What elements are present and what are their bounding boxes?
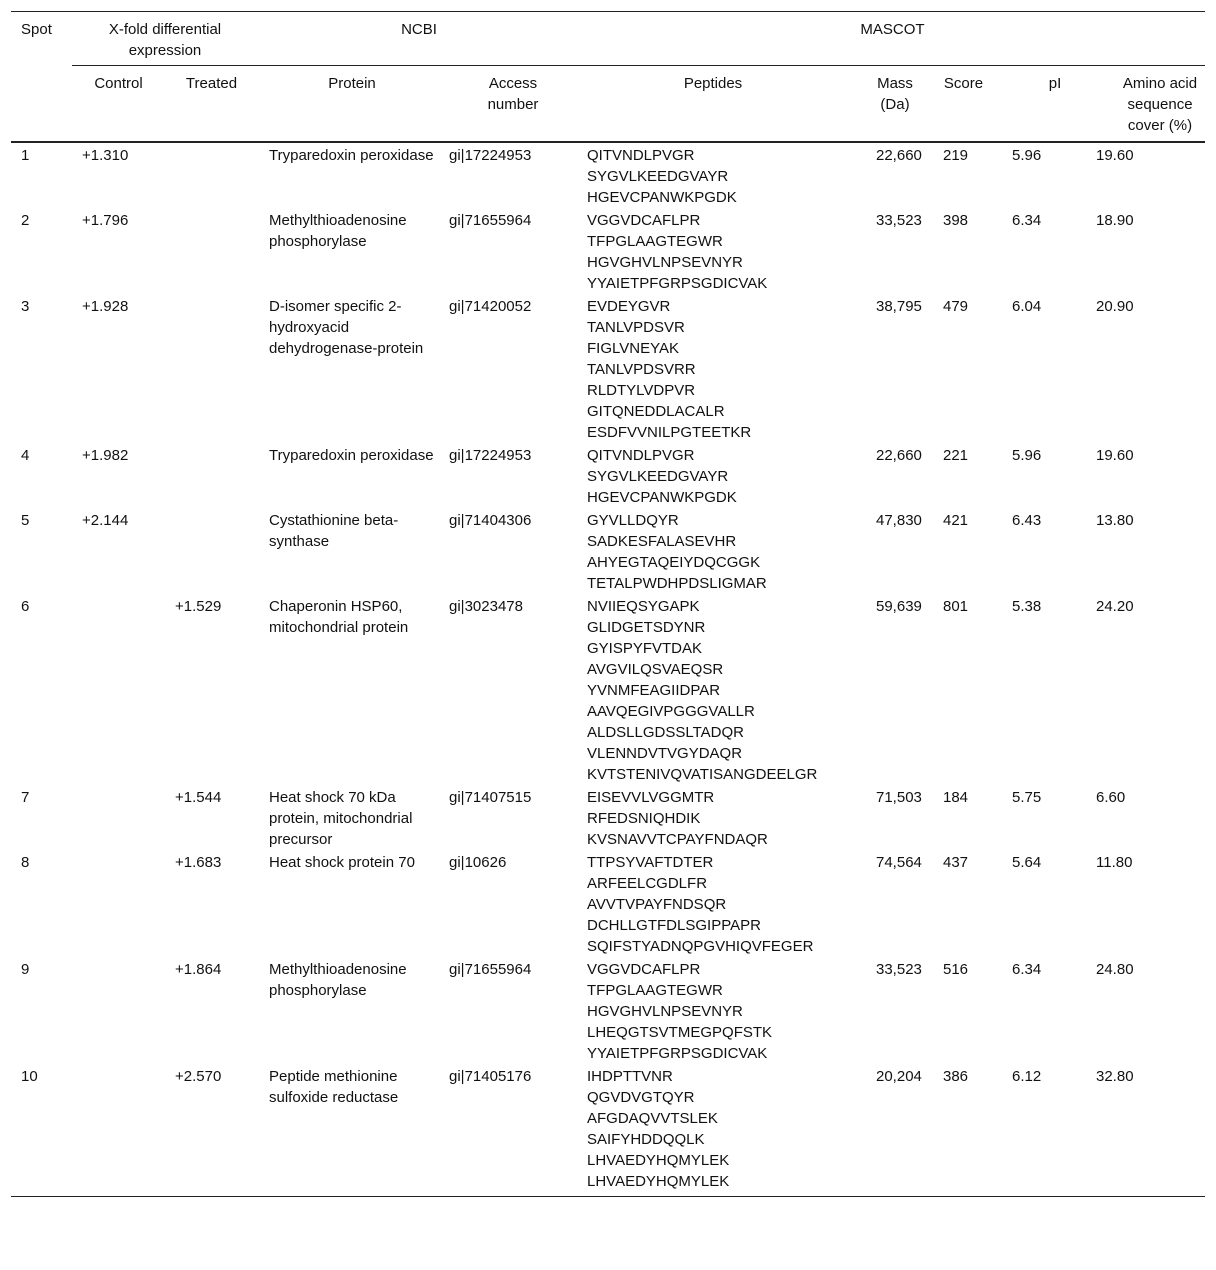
peptides-cell <box>580 142 846 208</box>
col-header-spot: Spot <box>21 21 52 38</box>
access-cell: gi|71404306 <box>449 512 532 529</box>
table-row <box>11 594 1205 785</box>
col-header-protein: Protein <box>258 66 446 143</box>
col-header-coverage: Amino acid sequence cover (%) <box>1080 66 1205 143</box>
peptide-sequence: ESDFVVNILPGTEETKR <box>587 424 752 441</box>
peptide-sequence: YYAIETPFGRPSGDICVAK <box>587 1045 768 1062</box>
peptide-sequence: TANLVPDSVRR <box>587 361 696 378</box>
pi-cell: 5.38 <box>1012 598 1042 615</box>
peptide-sequence: VLENNDVTVGYDAQR <box>587 745 743 762</box>
treated-cell: +2.570 <box>175 1068 222 1085</box>
control-cell: +1.796 <box>82 212 129 229</box>
peptide-sequence: NVIIEQSYGAPK <box>587 598 700 615</box>
pi-cell: 5.75 <box>1012 789 1042 806</box>
coverage-cell: 32.80 <box>1096 1068 1134 1085</box>
mass-cell: 22,660 <box>876 147 922 164</box>
table-body <box>11 142 1205 1197</box>
mass-cell: 74,564 <box>876 854 922 871</box>
protein-cell: Heat shock 70 kDa protein, mitochondrial precursor <box>269 789 413 848</box>
peptides-cell <box>580 443 846 508</box>
peptide-sequence: HGVGHVLNPSEVNYR <box>587 1003 743 1020</box>
table-row <box>11 294 1205 443</box>
pi-cell: 5.96 <box>1012 147 1042 164</box>
peptide-sequence: VGGVDCAFLPR <box>587 961 701 978</box>
spot-cell: 9 <box>21 961 30 978</box>
spot-cell: 7 <box>21 789 30 806</box>
access-cell: gi|71420052 <box>449 298 532 315</box>
coverage-cell: 19.60 <box>1096 147 1134 164</box>
col-header-ncbi: NCBI <box>401 21 437 38</box>
peptide-sequence: EVDEYGVR <box>587 298 671 315</box>
pi-cell: 6.34 <box>1012 961 1042 978</box>
control-cell <box>72 785 165 850</box>
access-cell: gi|71405176 <box>449 1068 532 1085</box>
table-row <box>11 508 1205 594</box>
access-cell: gi|71655964 <box>449 212 532 229</box>
pi-cell: 6.04 <box>1012 298 1042 315</box>
control-cell: +1.928 <box>82 298 129 315</box>
mass-cell: 22,660 <box>876 447 922 464</box>
control-cell: +1.982 <box>82 447 129 464</box>
peptide-sequence: LHEQGTSVTMEGPQFSTK <box>587 1024 773 1041</box>
peptide-sequence: ALDSLLGDSSLTADQR <box>587 724 744 741</box>
peptide-sequence: FIGLVNEYAK <box>587 340 679 357</box>
treated-cell: +1.529 <box>175 598 222 615</box>
peptide-sequence: KVSNAVVTCPAYFNDAQR <box>587 831 768 848</box>
peptide-sequence: AHYEGTAQEIYDQCGGK <box>587 554 761 571</box>
results-table <box>11 11 1205 1197</box>
control-cell <box>72 850 165 957</box>
protein-cell: D-isomer specific 2-hydroxyacid dehydrogenase-protein <box>269 298 424 357</box>
peptide-sequence: TANLVPDSVR <box>587 319 685 336</box>
peptide-sequence: EISEVVLVGGMTR <box>587 789 715 806</box>
peptide-sequence: AVGVILQSVAEQSR <box>587 661 724 678</box>
peptide-sequence: HGVGHVLNPSEVNYR <box>587 254 743 271</box>
spot-cell: 8 <box>21 854 30 871</box>
control-cell: +1.310 <box>82 147 129 164</box>
peptide-sequence: GYISPYFVTDAK <box>587 640 703 657</box>
peptide-sequence: HGEVCPANWKPGDK <box>587 489 737 506</box>
peptide-sequence: GYVLLDQYR <box>587 512 679 529</box>
peptides-cell <box>580 1064 846 1197</box>
treated-cell: +1.544 <box>175 789 222 806</box>
peptide-sequence: RLDTYLVDPVR <box>587 382 696 399</box>
peptide-sequence: AAVQEGIVPGGGVALLR <box>587 703 755 720</box>
spot-cell: 5 <box>21 512 30 529</box>
coverage-cell: 19.60 <box>1096 447 1134 464</box>
score-cell: 479 <box>943 298 969 315</box>
control-cell <box>72 957 165 1064</box>
mass-cell: 59,639 <box>876 598 922 615</box>
peptides-cell <box>580 208 846 294</box>
peptides-cell <box>580 594 846 785</box>
score-cell: 219 <box>943 147 969 164</box>
access-cell: gi|71655964 <box>449 961 532 978</box>
pi-cell: 5.96 <box>1012 447 1042 464</box>
header-row-group <box>11 12 1205 66</box>
control-cell: +2.144 <box>82 512 129 529</box>
treated-cell <box>165 294 258 443</box>
header-row-columns <box>11 66 1205 143</box>
col-header-treated: Treated <box>165 66 258 143</box>
peptides-cell <box>580 508 846 594</box>
spot-cell: 4 <box>21 447 30 464</box>
peptide-sequence: DCHLLGTFDLSGIPPAPR <box>587 917 761 934</box>
col-header-mascot: MASCOT <box>860 21 925 38</box>
peptide-sequence: SYGVLKEEDGVAYR <box>587 168 729 185</box>
peptide-sequence: AFGDAQVVTSLEK <box>587 1110 718 1127</box>
peptide-sequence: ARFEELCGDLFR <box>587 875 708 892</box>
peptide-sequence: SQIFSTYADNQPGVHIQVFEGER <box>587 938 814 955</box>
peptide-sequence: KVTSTENIVQVATISANGDEELGR <box>587 766 818 783</box>
score-cell: 437 <box>943 854 969 871</box>
control-cell <box>72 1064 165 1197</box>
coverage-cell: 11.80 <box>1096 854 1133 871</box>
peptide-sequence: GLIDGETSDYNR <box>587 619 706 636</box>
table-row <box>11 208 1205 294</box>
protein-cell: Methylthioadenosine phosphorylase <box>269 212 407 250</box>
peptide-sequence: RFEDSNIQHDIK <box>587 810 701 827</box>
peptides-cell <box>580 294 846 443</box>
col-header-mass: Mass (Da) <box>846 66 934 143</box>
access-cell: gi|3023478 <box>449 598 523 615</box>
mass-cell: 38,795 <box>876 298 922 315</box>
peptide-sequence: QITVNDLPVGR <box>587 147 695 164</box>
peptide-sequence: SADKESFALASEVHR <box>587 533 737 550</box>
protein-cell: Tryparedoxin peroxidase <box>269 147 434 164</box>
control-cell <box>72 594 165 785</box>
access-cell: gi|17224953 <box>449 147 532 164</box>
peptides-cell <box>580 850 846 957</box>
peptide-sequence: VGGVDCAFLPR <box>587 212 701 229</box>
spot-cell: 1 <box>21 147 30 164</box>
protein-cell: Cystathionine beta-synthase <box>269 512 399 550</box>
col-header-pi: pI <box>1005 66 1080 143</box>
peptide-sequence: LHVAEDYHQMYLEK <box>587 1173 730 1190</box>
access-cell: gi|17224953 <box>449 447 532 464</box>
treated-cell <box>165 142 258 208</box>
peptide-sequence: YVNMFEAGIIDPAR <box>587 682 721 699</box>
score-cell: 386 <box>943 1068 969 1085</box>
peptide-sequence: SAIFYHDDQQLK <box>587 1131 705 1148</box>
protein-cell: Chaperonin HSP60, mitochondrial protein <box>269 598 409 636</box>
table-row <box>11 957 1205 1064</box>
mass-cell: 47,830 <box>876 512 922 529</box>
protein-cell: Peptide methionine sulfoxide reductase <box>269 1068 399 1106</box>
treated-cell <box>165 508 258 594</box>
table-row <box>11 785 1205 850</box>
coverage-cell: 24.20 <box>1096 598 1134 615</box>
col-header-control: Control <box>72 66 165 143</box>
col-header-score: Score <box>934 66 1005 143</box>
peptide-sequence: TFPGLAAGTEGWR <box>587 233 723 250</box>
peptide-sequence: SYGVLKEEDGVAYR <box>587 468 729 485</box>
table-row <box>11 1064 1205 1197</box>
mass-cell: 33,523 <box>876 961 922 978</box>
peptides-cell <box>580 785 846 850</box>
peptide-sequence: AVVTVPAYFNDSQR <box>587 896 727 913</box>
table-row <box>11 850 1205 957</box>
peptide-sequence: LHVAEDYHQMYLEK <box>587 1152 730 1169</box>
peptide-sequence: YYAIETPFGRPSGDICVAK <box>587 275 768 292</box>
table-row <box>11 142 1205 208</box>
spot-cell: 3 <box>21 298 30 315</box>
score-cell: 221 <box>943 447 969 464</box>
peptide-sequence: TFPGLAAGTEGWR <box>587 982 723 999</box>
col-header-access: Access number <box>446 66 580 143</box>
coverage-cell: 6.60 <box>1096 789 1126 806</box>
access-cell: gi|10626 <box>449 854 507 871</box>
score-cell: 801 <box>943 598 969 615</box>
peptide-sequence: TTPSYVAFTDTER <box>587 854 714 871</box>
score-cell: 516 <box>943 961 969 978</box>
peptide-sequence: QITVNDLPVGR <box>587 447 695 464</box>
pi-cell: 5.64 <box>1012 854 1042 871</box>
spot-cell: 6 <box>21 598 30 615</box>
mass-cell: 20,204 <box>876 1068 922 1085</box>
protein-cell: Methylthioadenosine phosphorylase <box>269 961 407 999</box>
col-header-peptides: Peptides <box>580 66 846 143</box>
pi-cell: 6.34 <box>1012 212 1042 229</box>
treated-cell: +1.864 <box>175 961 222 978</box>
mass-cell: 71,503 <box>876 789 922 806</box>
score-cell: 398 <box>943 212 969 229</box>
score-cell: 184 <box>943 789 969 806</box>
score-cell: 421 <box>943 512 969 529</box>
peptide-sequence: HGEVCPANWKPGDK <box>587 189 737 206</box>
col-header-xfold: X-fold differential expression <box>108 21 222 59</box>
peptide-sequence: QGVDVGTQYR <box>587 1089 695 1106</box>
pi-cell: 6.43 <box>1012 512 1042 529</box>
treated-cell <box>165 208 258 294</box>
coverage-cell: 13.80 <box>1096 512 1134 529</box>
spot-cell: 2 <box>21 212 30 229</box>
peptides-cell <box>580 957 846 1064</box>
peptide-sequence: IHDPTTVNR <box>587 1068 673 1085</box>
peptide-sequence: GITQNEDDLACALR <box>587 403 725 420</box>
protein-cell: Tryparedoxin peroxidase <box>269 447 434 464</box>
coverage-cell: 20.90 <box>1096 298 1134 315</box>
pi-cell: 6.12 <box>1012 1068 1042 1085</box>
table-row <box>11 443 1205 508</box>
coverage-cell: 24.80 <box>1096 961 1134 978</box>
peptide-sequence: TETALPWDHPDSLIGMAR <box>587 575 767 592</box>
protein-cell: Heat shock protein 70 <box>269 854 415 871</box>
access-cell: gi|71407515 <box>449 789 532 806</box>
treated-cell <box>165 443 258 508</box>
mass-cell: 33,523 <box>876 212 922 229</box>
treated-cell: +1.683 <box>175 854 222 871</box>
spot-cell: 10 <box>21 1068 38 1085</box>
coverage-cell: 18.90 <box>1096 212 1134 229</box>
